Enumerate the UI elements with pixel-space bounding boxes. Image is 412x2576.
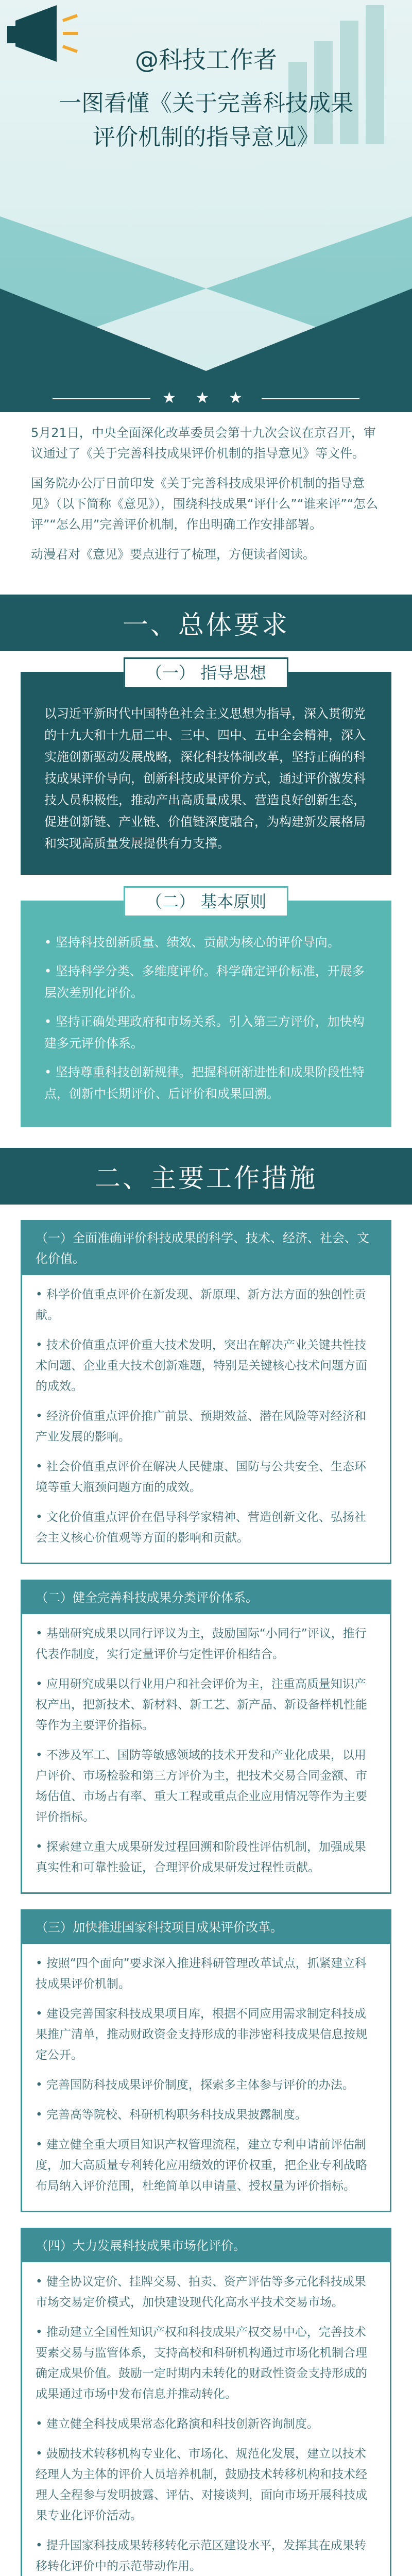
intro-paragraph: 动漫君对《意见》要点进行了梳理，方便读者阅读。 xyxy=(31,547,315,562)
guiding-ideology-box xyxy=(21,663,391,875)
measure-item: • 按照“四个面向”要求深入推进科研管理改革试点，抓紧建立科技成果评价机制。 xyxy=(36,1957,367,1991)
measure-item: • 基础研究成果以同行评议为主，鼓励国际“小同行”评议，推行代表作制度，实行定量评价与定性评价相结合。 xyxy=(36,1627,367,1661)
measure-item: • 建立健全重大项目知识产权管理流程，建立专利申请前评估制度，加大高质量专利转化应用绩效的评价权重，把企业专利战略布局纳入评价范围，杜绝简单以申请量、授权量为评价指标。 xyxy=(36,2138,367,2193)
measure-heading: （一）全面准确评价科技成果的科学、技术、经济、社会、文化价值。 xyxy=(22,1222,390,1275)
measure-body xyxy=(22,2262,390,2576)
headline-line-1: 一图看懂《关于完善科技成果 xyxy=(59,90,353,116)
intro-paragraph: 国务院办公厅日前印发《关于完善科技成果评价机制的指导意见》（以下简称《意见》），围绕科技成果“评什么”“谁来评”“怎么评”“怎么用”完善评价机制，作出明确工作安排部署。 xyxy=(31,476,379,532)
measure-item: • 科学价值重点评价在新发现、新原理、新方法方面的独创性贡献。 xyxy=(36,1288,366,1322)
measure-item: • 健全协议定价、挂牌交易、拍卖、资产评估等多元化科技成果市场交易定价模式，加快建设现代化高水平技术交易市场。 xyxy=(36,2275,366,2309)
measure-item: • 文化价值重点评价在倡导科学家精神、营造创新文化、弘扬社会主义核心价值观等方面的影响和贡献。 xyxy=(36,1511,366,1545)
intro-paragraph: 5月21日，中央全面深化改革委员会第十九次会议在京召开，审议通过了《关于完善科技成果评价机制的指导意见》等文件。 xyxy=(31,426,376,461)
basic-principles xyxy=(21,892,391,1127)
measure-body xyxy=(22,1944,390,2211)
measure-block-1 xyxy=(21,1220,391,1564)
guiding-ideology-tag: （一） 指导思想 xyxy=(124,657,288,688)
principle-item: • 坚持尊重科技创新规律。把握科研渐进性和成果阶段性特点，创新中长期评价、后评价和成果回溯。 xyxy=(44,1065,365,1101)
section-1-bar xyxy=(0,595,412,651)
basic-principles-box xyxy=(21,892,391,1127)
measure-block-3 xyxy=(21,1909,391,2212)
measure-item: • 完善高等院校、科研机构职务科技成果披露制度。 xyxy=(36,2108,307,2122)
measure-block-4 xyxy=(21,2228,391,2576)
measure-body xyxy=(22,1275,390,1563)
headline-line-2: 评价机制的指导意见》 xyxy=(93,124,319,150)
measure-item: • 完善国防科技成果评价制度，探索多主体参与评价的办法。 xyxy=(36,2078,354,2092)
section-1-title: 一、总体要求 xyxy=(123,610,289,640)
measure-heading: （四）大力发展科技成果市场化评价。 xyxy=(22,2229,390,2262)
measure-item: • 提升国家科技成果转移转化示范区建设水平，发挥其在成果转移转化评价中的示范带动作用。 xyxy=(36,2539,366,2573)
measure-heading: （二）健全完善科技成果分类评价体系。 xyxy=(22,1581,390,1614)
star-icons: ★ ★ ★ xyxy=(162,389,250,407)
measure-item: • 建立健全科技成果常态化路演和科技创新咨询制度。 xyxy=(36,2417,319,2431)
measure-heading: （三）加快推进国家科技项目成果评价改革。 xyxy=(22,1911,390,1944)
principle-item: • 坚持正确处理政府和市场关系。引入第三方评价，加快构建多元评价体系。 xyxy=(44,1014,365,1050)
measure-item: • 建设完善国家科技成果项目库，根据不同应用需求制定科技成果推广清单，推动财政资金支持形成的非涉密科技成果信息按规定公开。 xyxy=(36,2007,367,2062)
measure-item: • 技术价值重点评价重大技术发明，突出在解决产业关键共性技术问题、企业重大技术创新难题，特别是关键核心技术问题方面的成效。 xyxy=(36,1338,367,1393)
header-banner xyxy=(0,0,412,412)
principle-item: • 坚持科学分类、多维度评价。科学确定评价标准，开展多层次差别化评价。 xyxy=(44,964,365,1000)
section-2-title: 二、主要工作措施 xyxy=(95,1163,317,1193)
section-2-bar xyxy=(0,1148,412,1205)
measure-item: • 应用研究成果以行业用户和社会评价为主，注重高质量知识产权产出，把新技术、新材料、新工艺、新产品、新设备样机性能等作为主要评价指标。 xyxy=(36,1677,367,1732)
intro xyxy=(0,412,412,579)
guiding-ideology-text: 以习近平新时代中国特色社会主义思想为指导，深入贯彻党的十九大和十九届二中、三中、四中、五中全会精神，深入实施创新驱动发展战略，深化科技体制改革，坚持正确的科技成果评价导向，创新科技成果评价方式，通过评价激发科技人员积极性，推动产出高质量成果、营造良好创新生态，促进创新链、产业链、价值链深度融合，为构建新发展格局和实现高质量发展提供有力支撑。 xyxy=(44,706,366,851)
headline xyxy=(0,87,412,155)
principle-item: • 坚持科技创新质量、绩效、贡献为核心的评价导向。 xyxy=(44,935,340,950)
measure-item: • 社会价值重点评价在解决人民健康、国防与公共安全、生态环境等重大瓶颈问题方面的成效。 xyxy=(36,1460,366,1494)
measure-item: • 鼓励技术转移机构专业化、市场化、规范化发展，建立以技术经理人为主体的评价人员培养机制，鼓励技术转移机构和技术经理人全程参与发明披露、评估、对接谈判，面向市场开展科技成果专业化评价活动。 xyxy=(36,2447,367,2522)
measure-block-2 xyxy=(21,1580,391,1894)
stars-divider xyxy=(0,389,412,407)
measure-item: • 不涉及军工、国防等敏感领域的技术开发和产业化成果，以用户评价、市场检验和第三方评价为主，把技术交易合同金额、市场估值、市场占有率、重大工程或重点企业应用情况等作为主要评价指标。 xyxy=(36,1749,367,1824)
measure-item: • 探索建立重大成果研发过程回溯和阶段性评估机制，加强成果真实性和可靠性验证，合理评价成果研发过程性贡献。 xyxy=(36,1840,366,1874)
measure-item: • 推动建立全国性知识产权和科技成果产权交易中心，完善技术要素交易与监管体系，支持高校和科研机构通过市场化机制合理确定成果价值。鼓励一定时期内未转化的财政性资金支持形成的成果通过市场中发布信息并推动转化。 xyxy=(36,2326,367,2401)
guiding-ideology xyxy=(21,663,391,875)
measure-body xyxy=(22,1614,390,1892)
measure-item: • 经济价值重点评价推广前景、预期效益、潜在风险等对经济和产业发展的影响。 xyxy=(36,1410,366,1444)
author-label: @科技工作者 xyxy=(135,46,277,74)
basic-principles-tag: （二） 基本原则 xyxy=(124,886,288,917)
